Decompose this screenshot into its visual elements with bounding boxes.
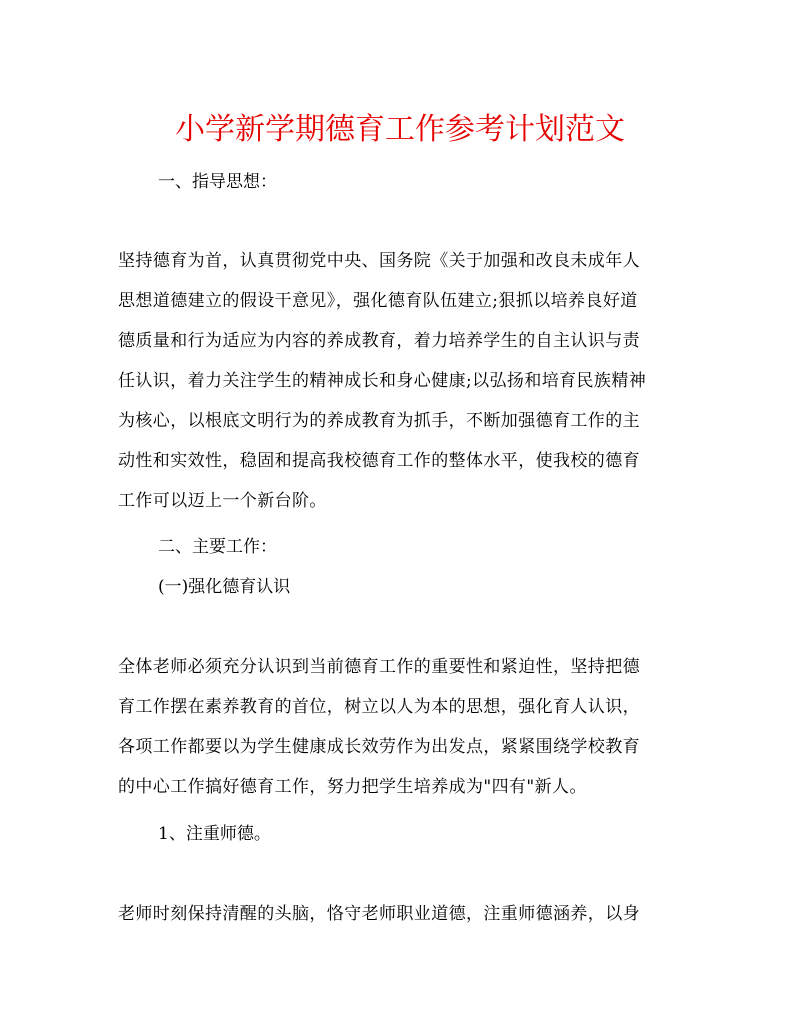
paragraph-line: 各项工作都要以为学生健康成长效劳作为出发点，紧紧围绕学校教育 <box>118 737 640 757</box>
paragraph-moral-awareness <box>118 647 688 807</box>
document-title: 小学新学期德育工作参考计划范文 <box>175 112 625 147</box>
paragraph-guiding-ideology <box>118 241 688 521</box>
paragraph-line: 工作可以迈上一个新台阶。 <box>118 491 327 511</box>
paragraph-line: 全体老师必须充分认识到当前德育工作的重要性和紧迫性，坚持把德 <box>118 657 640 677</box>
item-heading-teacher-ethics: 1、注重师德。 <box>158 824 271 844</box>
paragraph-line: 任认识，着力关注学生的精神成长和身心健康;以弘扬和培育民族精神 <box>118 371 647 391</box>
section-heading-guiding-ideology: 一、指导思想： <box>158 172 277 192</box>
paragraph-line: 育工作摆在素养教育的首位，树立以人为本的思想，强化育人认识， <box>118 697 640 717</box>
paragraph-teacher-ethics <box>118 894 688 934</box>
paragraph-line: 老师时刻保持清醒的头脑，恪守老师职业道德，注重师德涵养，以身 <box>118 904 640 924</box>
paragraph-line: 坚持德育为首，认真贯彻党中央、国务院《关于加强和改良未成年人 <box>118 251 640 271</box>
paragraph-line: 的中心工作搞好德育工作，努力把学生培养成为"四有"新人。 <box>118 777 587 797</box>
section-heading-main-work: 二、主要工作： <box>158 537 277 557</box>
paragraph-line: 为核心，以根底文明行为的养成教育为抓手，不断加强德育工作的主 <box>118 411 640 431</box>
paragraph-line: 思想道德建立的假设干意见》，强化德育队伍建立;狠抓以培养良好道 <box>118 291 638 311</box>
paragraph-line: 德质量和行为适应为内容的养成教育，着力培养学生的自主认识与责 <box>118 331 640 351</box>
subsection-heading-moral-awareness: (一)强化德育认识 <box>158 577 291 597</box>
paragraph-line: 动性和实效性，稳固和提高我校德育工作的整体水平，使我校的德育 <box>118 451 640 471</box>
